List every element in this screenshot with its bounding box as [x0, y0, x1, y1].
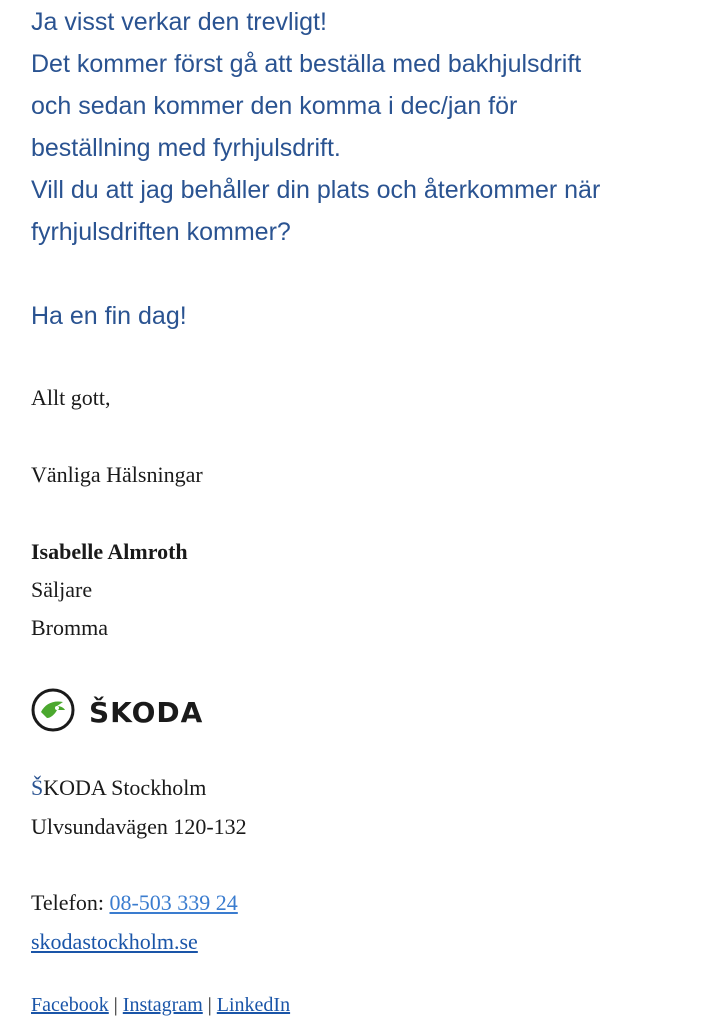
- dealer-address: Ulvsundavägen 120-132: [31, 814, 247, 839]
- message-line: Ja visst verkar den trevligt!: [31, 8, 327, 36]
- message-closing: Ha en fin dag!: [31, 302, 187, 330]
- sender-location: Bromma: [31, 615, 108, 640]
- greeting: Vänliga Hälsningar: [31, 462, 203, 487]
- email-message-body: [31, 1, 711, 337]
- dealer-name: [31, 775, 206, 801]
- facebook-link[interactable]: Facebook: [31, 994, 109, 1016]
- social-links: [31, 994, 290, 1017]
- skoda-winged-arrow-icon: [31, 688, 75, 737]
- phone-line: [31, 890, 238, 916]
- message-line: och sedan kommer den komma i dec/jan för: [31, 92, 518, 120]
- sender-name: Isabelle Almroth: [31, 539, 188, 564]
- website-line: [31, 929, 198, 955]
- social-separator: |: [113, 994, 118, 1016]
- sender-role: Säljare: [31, 577, 93, 602]
- message-line: fyrhjulsdriften kommer?: [31, 218, 291, 246]
- website-link[interactable]: skodastockholm.se: [31, 929, 198, 954]
- dealer-name-prefix: Š: [31, 775, 44, 800]
- skoda-logo: [31, 688, 203, 737]
- dealer-name-rest: KODA Stockholm: [43, 775, 207, 800]
- phone-label: Telefon:: [31, 890, 104, 915]
- message-line: Vill du att jag behåller din plats och återkommer när: [31, 176, 601, 204]
- sign-off: Allt gott,: [31, 385, 111, 410]
- skoda-wordmark: ŠKODA: [89, 696, 204, 729]
- social-separator: |: [207, 994, 212, 1016]
- instagram-link[interactable]: Instagram: [122, 994, 203, 1016]
- linkedin-link[interactable]: LinkedIn: [216, 994, 291, 1016]
- phone-link[interactable]: 08-503 339 24: [109, 890, 238, 915]
- message-line: beställning med fyrhjulsdrift.: [31, 134, 341, 162]
- message-line: Det kommer först gå att beställa med bakhjulsdrift: [31, 50, 582, 78]
